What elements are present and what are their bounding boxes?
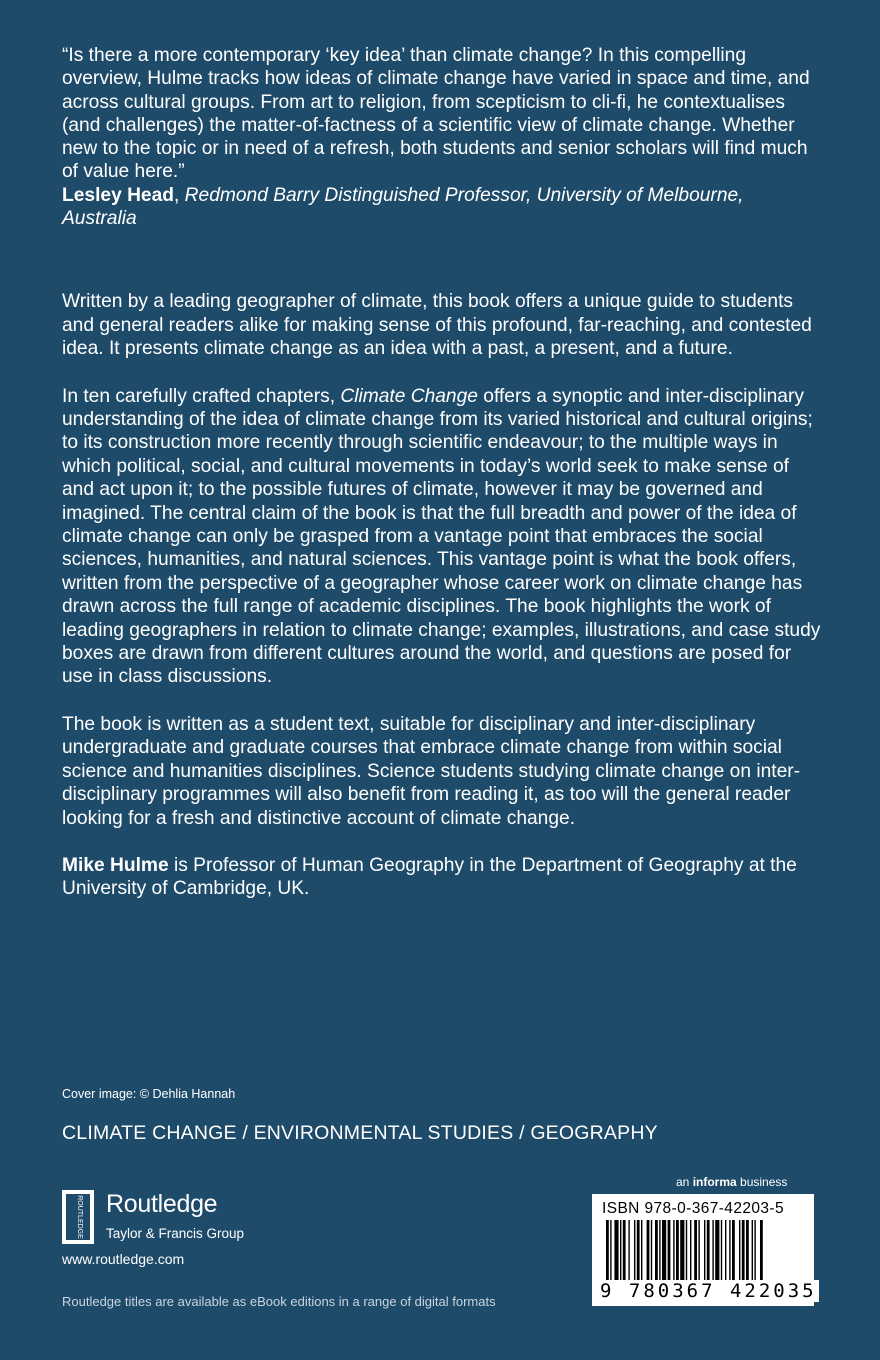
quote-text: “Is there a more contemporary ‘key idea’ than climate change? In this compelling overview, Hulme tracks how ideas of climate change have varied in space and time, and across cultural groups. From art to religion, from scepticism to cli-fi, he contextualises (and challenges) the matter-of-factness of a scientific view of climate change. Whether new to the topic or in need of a refresh, both students and senior scholars will find much of value here.” — [62, 45, 810, 183]
barcode-bar — [628, 1220, 629, 1280]
informa-brand: informa — [692, 1175, 737, 1189]
barcode-bar — [676, 1220, 679, 1280]
barcode-bar — [680, 1220, 684, 1280]
book-title: Climate Change — [340, 385, 478, 407]
p2-rest: offers a synoptic and inter-disciplinary understanding of the idea of climate change from its varied historical and cultural origins; to its construction more recently through scientific endeavour; to the multiple ways in which political, social, and cultural movements in today’s world seek to make sense of and act upon it; to the possible futures of climate, however it may be governed and imagined. The central claim of the book is that the full breadth and power of the idea of climate change can only be grasped from a vantage point that embraces the social sciences, humanities, and natural sciences. This vantage point is what the book offers, written from the perspective of a geographer whose career work on climate change has drawn across the full range of academic disciplines. The book highlights the work of leading geographers in relation to climate change; examples, illustrations, and case study boxes are drawn from different cultures around the world, and questions are posed for use in class discussions. — [62, 385, 821, 688]
barcode-bar — [712, 1220, 713, 1280]
barcode-bar — [662, 1220, 666, 1280]
informa-tagline — [676, 1175, 787, 1189]
barcode-bar — [655, 1220, 658, 1280]
quote-attribution: Lesley Head, Redmond Barry Distinguished Professor, University of Melbourne, Australia — [62, 184, 744, 230]
barcode-bar — [606, 1220, 609, 1280]
endorsement-quote — [62, 44, 822, 230]
description-paragraph-3: The book is written as a student text, suitable for disciplinary and inter-disciplinary undergraduate and graduate courses that embrace climate change from within social science and humanities disciplines. Science students studying climate change on inter-disciplinary programmes will also benefit from reading it, as too will the general reader looking for a fresh and distinctive account of climate change. — [62, 713, 801, 829]
back-cover-text — [62, 44, 822, 901]
barcode-bar — [752, 1220, 753, 1280]
publisher-website[interactable]: www.routledge.com — [62, 1251, 185, 1267]
isbn-label: ISBN 978-0-367-42203-5 — [602, 1200, 784, 1217]
author-name: Mike Hulme — [62, 854, 169, 876]
description-paragraph-1: Written by a leading geographer of climate, this book offers a unique guide to students and general readers alike for making sense of this profound, far-reaching, and contested idea. It presents climate change as an idea with a past, a present, and a future. — [62, 291, 812, 360]
routledge-mark-icon — [62, 1190, 94, 1244]
barcode-bar — [739, 1220, 740, 1280]
barcode-bar — [610, 1220, 611, 1280]
informa-suffix: business — [736, 1175, 788, 1189]
barcode-digits: 9 780367 422035 — [600, 1280, 817, 1302]
barcode-bar — [637, 1220, 640, 1280]
barcode-bar — [698, 1220, 699, 1280]
barcode-bar — [651, 1220, 652, 1280]
quote-author: Lesley Head — [62, 184, 174, 206]
barcode-bar — [673, 1220, 674, 1280]
publisher-name: Routledge — [106, 1190, 218, 1218]
cover-credit: Cover image: © Dehlia Hannah — [62, 1087, 236, 1101]
barcode-bar — [694, 1220, 697, 1280]
publisher-group: Taylor & Francis Group — [106, 1226, 245, 1241]
barcode-bar — [634, 1220, 635, 1280]
quote-affiliation: Redmond Barry Distinguished Professor, University of Melbourne, Australia — [62, 184, 744, 230]
barcode-bar — [668, 1220, 671, 1280]
barcode-bar — [620, 1220, 621, 1280]
author-bio — [62, 854, 822, 901]
barcode-bar — [686, 1220, 687, 1280]
p2-lead: In ten carefully crafted chapters, — [62, 385, 341, 407]
subject-categories: CLIMATE CHANGE / ENVIRONMENTAL STUDIES / GEOGRAPHY — [62, 1122, 658, 1144]
barcode-bar — [715, 1220, 719, 1280]
barcode-bar — [690, 1220, 691, 1280]
author-bio-text: is Professor of Human Geography in the Department of Geography at the University of Cambridge, UK. — [62, 854, 797, 900]
barcode-bar — [746, 1220, 749, 1280]
barcode-bar — [725, 1220, 726, 1280]
barcode-bar — [732, 1220, 735, 1280]
description-paragraph-2 — [62, 385, 822, 689]
barcode-bar — [754, 1220, 755, 1280]
barcode-bar — [729, 1220, 730, 1280]
barcode-bar — [760, 1220, 763, 1280]
informa-prefix: an — [676, 1175, 693, 1189]
barcode-bar — [704, 1220, 705, 1280]
routledge-logo — [62, 1190, 282, 1250]
barcode-bar — [641, 1220, 642, 1280]
logo-vertical-text: ROUTLEDGE — [76, 1195, 83, 1239]
barcode-box — [592, 1194, 817, 1306]
ebook-note: Routledge titles are available as eBook editions in a range of digital formats — [62, 1294, 496, 1309]
barcode-bar — [647, 1220, 650, 1280]
barcode-bar — [614, 1220, 618, 1280]
barcode-bar — [623, 1220, 626, 1280]
barcode-bar — [742, 1220, 745, 1280]
barcode-bar — [659, 1220, 660, 1280]
barcode-bar — [707, 1220, 710, 1280]
barcode-bar — [721, 1220, 722, 1280]
